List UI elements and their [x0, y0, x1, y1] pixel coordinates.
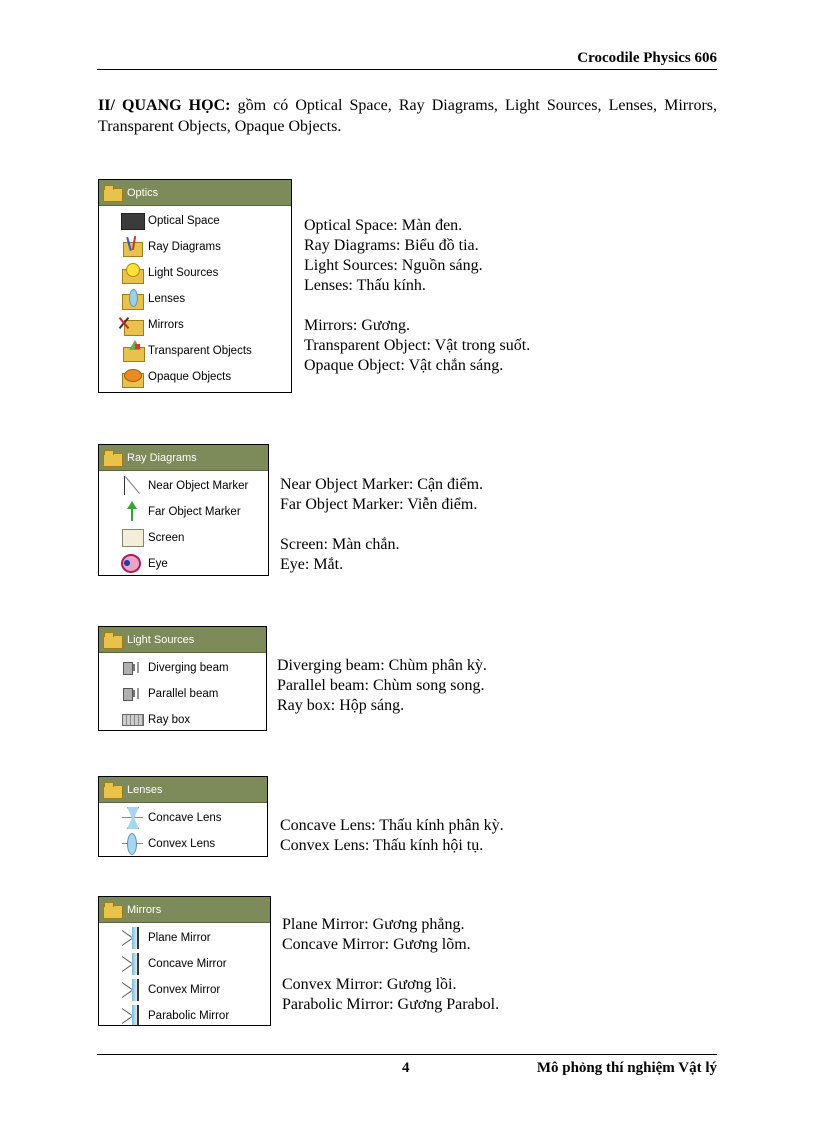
item-label: Optical Space	[148, 215, 220, 227]
item-label: Concave Mirror	[148, 958, 227, 970]
lenses-title-label: Lenses	[127, 783, 163, 796]
ray-diagrams-panel-title[interactable]	[99, 445, 268, 471]
optics-item-light-sources[interactable]	[99, 260, 291, 286]
desc-line: Near Object Marker: Cận điểm.	[280, 476, 484, 493]
desc-gap	[280, 515, 483, 535]
lenses-panel-title[interactable]	[99, 777, 267, 803]
diverging-beam-icon	[121, 657, 145, 679]
optics-title-label: Optics	[127, 186, 159, 199]
desc-line: Ray box: Hộp sáng.	[277, 697, 405, 714]
item-label: Opaque Objects	[148, 371, 232, 383]
lenses-item-convex-lens[interactable]	[99, 831, 267, 857]
light-sources-description	[277, 656, 487, 716]
convex-mirror-icon	[121, 979, 145, 1001]
desc-line: Plane Mirror: Gương phẳng.	[282, 916, 465, 933]
ray-box-icon	[121, 709, 145, 731]
ray-diagrams-description	[280, 475, 483, 575]
desc-line: Light Sources: Nguồn sáng.	[304, 257, 483, 274]
parallel-beam-icon	[121, 683, 145, 705]
page-number: 4	[402, 1060, 410, 1076]
optics-item-lenses[interactable]	[99, 286, 291, 312]
item-label: Lenses	[148, 293, 186, 305]
header-rule	[97, 69, 717, 70]
item-label: Light Sources	[148, 267, 219, 279]
desc-gap	[304, 296, 530, 316]
opaque-objects-icon	[121, 366, 145, 388]
desc-line: Lenses: Thấu kính.	[304, 277, 426, 294]
light-sources-title-label: Light Sources	[127, 633, 195, 646]
mirrors-description	[282, 915, 499, 1015]
item-label: Convex Lens	[148, 838, 216, 850]
mirrors-item-concave-mirror[interactable]	[99, 951, 270, 977]
lenses-panel	[98, 776, 268, 857]
concave-mirror-icon	[121, 953, 145, 975]
item-label: Near Object Marker	[148, 480, 249, 492]
parabolic-mirror-icon	[121, 1005, 145, 1026]
desc-gap	[282, 955, 499, 975]
section-intro-text: gồm có Optical Space, Ray Diagrams, Light Sources, Lenses, Mirrors, Transparent Objects, Opaque Objects.	[98, 97, 717, 135]
desc-line: Opaque Object: Vật chắn sáng.	[304, 357, 504, 374]
mirrors-icon	[121, 314, 145, 336]
optics-description	[304, 216, 530, 376]
section-intro	[98, 95, 717, 137]
desc-line: Parallel beam: Chùm song song.	[277, 677, 485, 694]
mirrors-item-convex-mirror[interactable]	[99, 977, 270, 1003]
eye-icon	[121, 553, 145, 575]
light-item-diverging-beam[interactable]	[99, 655, 266, 681]
item-label: Concave Lens	[148, 812, 222, 824]
item-label: Mirrors	[148, 319, 184, 331]
desc-line: Optical Space: Màn đen.	[304, 217, 463, 234]
optics-panel-title[interactable]	[99, 180, 291, 206]
desc-line: Convex Lens: Thấu kính hội tụ.	[280, 837, 484, 854]
folder-icon	[103, 782, 123, 798]
header-title: Crocodile Physics 606	[577, 50, 717, 66]
lenses-description	[280, 816, 504, 856]
lenses-icon	[121, 288, 145, 310]
section-heading: II/ QUANG HỌC:	[98, 97, 231, 114]
desc-line: Screen: Màn chắn.	[280, 536, 400, 553]
item-label: Convex Mirror	[148, 984, 221, 996]
near-object-marker-icon	[121, 475, 145, 497]
ray-diagrams-icon	[121, 236, 145, 258]
desc-line: Diverging beam: Chùm phân kỳ.	[277, 657, 487, 674]
desc-line: Convex Mirror: Gương lồi.	[282, 976, 457, 993]
mirrors-panel	[98, 896, 271, 1026]
item-label: Far Object Marker	[148, 506, 241, 518]
concave-lens-icon	[121, 807, 145, 829]
convex-lens-icon	[121, 833, 145, 855]
light-item-parallel-beam[interactable]	[99, 681, 266, 707]
desc-line: Mirrors: Gương.	[304, 317, 411, 334]
optics-item-optical-space[interactable]	[99, 208, 291, 234]
light-bulb-folder-icon	[103, 632, 123, 648]
light-item-ray-box[interactable]	[99, 707, 266, 731]
desc-line: Far Object Marker: Viễn điểm.	[280, 496, 478, 513]
mirrors-item-parabolic-mirror[interactable]	[99, 1003, 270, 1026]
optics-item-mirrors[interactable]	[99, 312, 291, 338]
folder-icon	[103, 450, 123, 466]
light-sources-panel	[98, 626, 267, 731]
optics-item-transparent-objects[interactable]	[99, 338, 291, 364]
ray-diagrams-title-label: Ray Diagrams	[127, 451, 197, 464]
item-label: Eye	[148, 558, 168, 570]
ray-item-far-object-marker[interactable]	[99, 499, 268, 525]
plane-mirror-icon	[121, 927, 145, 949]
transparent-objects-icon	[121, 340, 145, 362]
mirrors-panel-title[interactable]	[99, 897, 270, 923]
footer-rule	[97, 1054, 717, 1055]
desc-line: Parabolic Mirror: Gương Parabol.	[282, 996, 500, 1013]
item-label: Transparent Objects	[148, 345, 252, 357]
mirrors-item-plane-mirror[interactable]	[99, 925, 270, 951]
ray-item-eye[interactable]	[99, 551, 268, 576]
item-label: Screen	[148, 532, 185, 544]
item-label: Parallel beam	[148, 688, 219, 700]
folder-icon	[103, 902, 123, 918]
item-label: Ray box	[148, 714, 191, 726]
folder-icon	[103, 185, 123, 201]
desc-line: Concave Mirror: Gương lõm.	[282, 936, 471, 953]
optics-item-ray-diagrams[interactable]	[99, 234, 291, 260]
desc-line: Transparent Object: Vật trong suốt.	[304, 337, 531, 354]
item-label: Plane Mirror	[148, 932, 211, 944]
item-label: Parabolic Mirror	[148, 1010, 230, 1022]
optics-item-opaque-objects[interactable]	[99, 364, 291, 390]
mirrors-title-label: Mirrors	[127, 903, 162, 916]
optics-panel	[98, 179, 292, 393]
footer-title: Mô phỏng thí nghiệm Vật lý	[536, 1060, 717, 1076]
item-label: Diverging beam	[148, 662, 229, 674]
item-label: Ray Diagrams	[148, 241, 221, 253]
desc-line: Eye: Mắt.	[280, 556, 344, 573]
light-sources-icon	[121, 262, 145, 284]
far-object-marker-icon	[121, 501, 145, 523]
lenses-item-concave-lens[interactable]	[99, 805, 267, 831]
ray-diagrams-panel	[98, 444, 269, 576]
desc-line: Concave Lens: Thấu kính phân kỳ.	[280, 817, 504, 834]
ray-item-near-object-marker[interactable]	[99, 473, 268, 499]
desc-line: Ray Diagrams: Biểu đồ tia.	[304, 237, 479, 254]
light-sources-panel-title[interactable]	[99, 627, 266, 653]
screen-icon	[121, 527, 145, 549]
optical-space-icon	[121, 213, 145, 230]
ray-item-screen[interactable]	[99, 525, 268, 551]
